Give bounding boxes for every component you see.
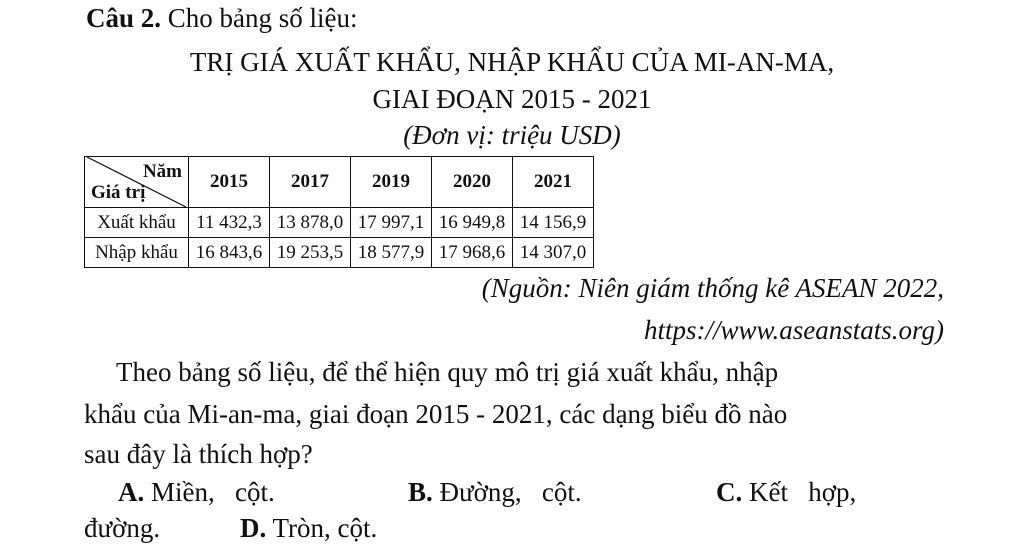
table-cell: 14 156,9	[513, 208, 594, 238]
row-label: Nhập khẩu	[85, 238, 189, 268]
year-header: 2020	[432, 157, 513, 208]
table-cell: 16 949,8	[432, 208, 513, 238]
table-row-import	[85, 238, 594, 268]
table-cell: 19 253,5	[270, 238, 351, 268]
corner-year-label: Năm	[142, 161, 182, 182]
option-b[interactable]	[408, 474, 582, 510]
option-letter: C.	[716, 477, 743, 507]
option-text: Tròn, cột.	[272, 513, 378, 543]
table-title-line1: TRỊ GIÁ XUẤT KHẨU, NHẬP KHẨU CỦA MI-AN-MA,	[189, 47, 835, 77]
option-c-continued[interactable]	[84, 510, 160, 546]
table-cell: 17 968,6	[432, 238, 513, 268]
option-a[interactable]	[118, 474, 275, 510]
table-title-line2: GIAI ĐOẠN 2015 - 2021	[372, 84, 652, 114]
data-table	[84, 156, 594, 268]
corner-cell	[85, 157, 189, 208]
table-cell: 17 997,1	[351, 208, 432, 238]
source-line1: (Nguồn: Niên giám thống kê ASEAN 2022,	[481, 273, 944, 303]
question-text-line1: Theo bảng số liệu, để thể hiện quy mô trị giá xuất khẩu, nhập	[116, 357, 779, 387]
year-header: 2015	[189, 157, 270, 208]
table-header-row	[85, 157, 594, 208]
question-prompt: Cho bảng số liệu:	[167, 3, 358, 33]
option-letter: A.	[118, 477, 145, 507]
row-label: Xuất khẩu	[85, 208, 189, 238]
option-text: Kết hợp,	[749, 477, 857, 507]
table-cell: 13 878,0	[270, 208, 351, 238]
table-row-export	[85, 208, 594, 238]
option-text: đường.	[84, 513, 161, 543]
year-header: 2021	[513, 157, 594, 208]
table-cell: 11 432,3	[189, 208, 270, 238]
option-text: Miền, cột.	[151, 477, 275, 507]
option-letter: D.	[240, 513, 267, 543]
question-text-line3: sau đây là thích hợp?	[84, 439, 313, 469]
question-text-line2: khẩu của Mi-an-ma, giai đoạn 2015 - 2021, các dạng biểu đồ nào	[84, 399, 788, 429]
option-d[interactable]	[240, 510, 377, 546]
option-c[interactable]	[716, 474, 856, 510]
table-cell: 14 307,0	[513, 238, 594, 268]
year-header: 2019	[351, 157, 432, 208]
option-letter: B.	[408, 477, 433, 507]
table-cell: 18 577,9	[351, 238, 432, 268]
corner-value-label: Giá trị	[91, 182, 146, 203]
option-text: Đường, cột.	[439, 477, 582, 507]
table-cell: 16 843,6	[189, 238, 270, 268]
question-heading	[86, 0, 358, 36]
question-number: Câu 2.	[86, 3, 162, 33]
source-line2: https://www.aseanstats.org)	[643, 315, 944, 345]
year-header: 2017	[270, 157, 351, 208]
unit-note: (Đơn vị: triệu USD)	[403, 120, 621, 150]
